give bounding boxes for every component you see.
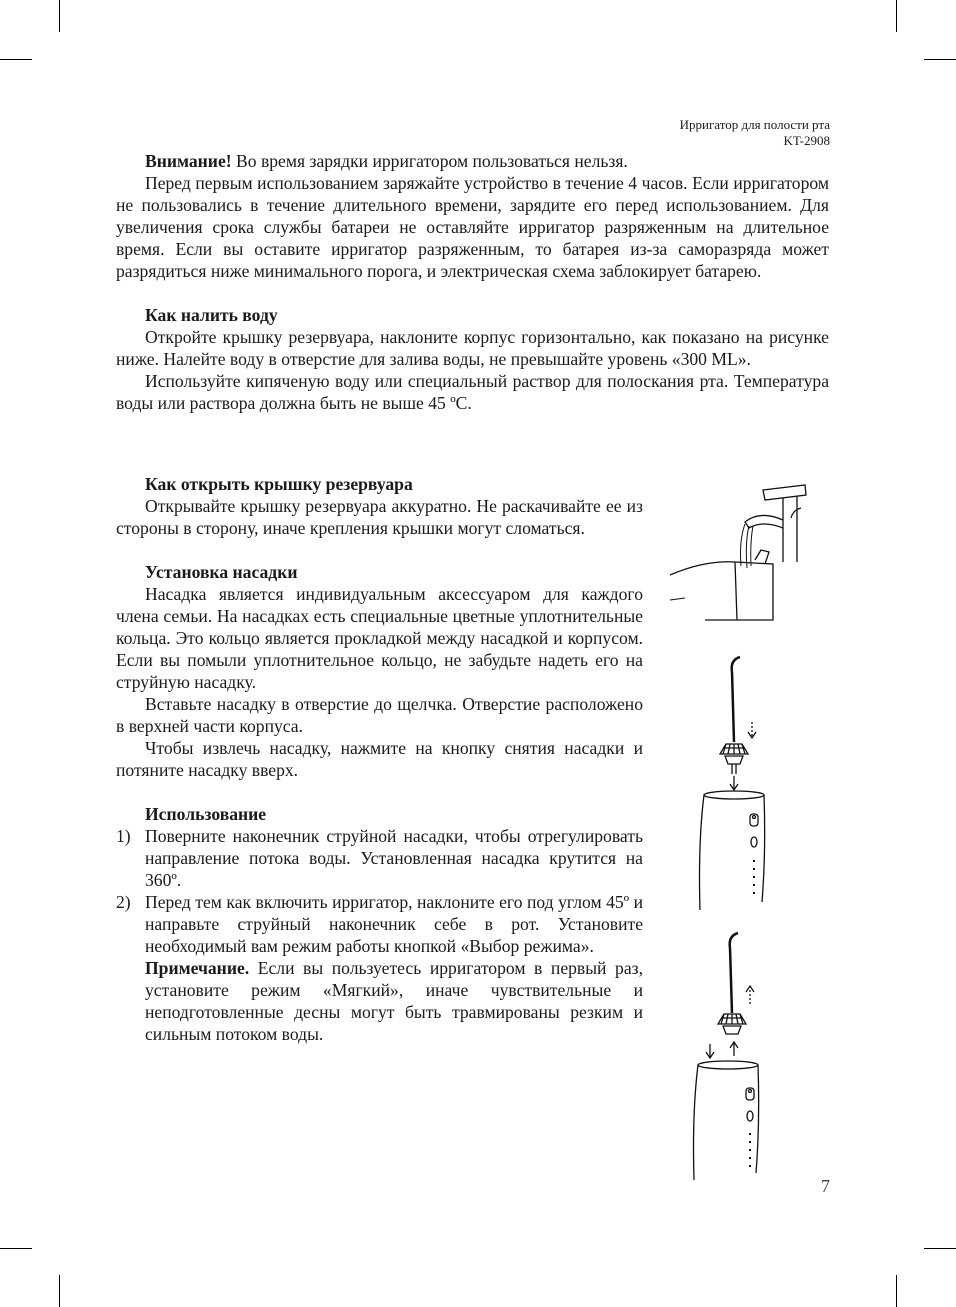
nozzle-remove-illustration xyxy=(688,928,778,1180)
header-model: KT-2908 xyxy=(783,133,830,148)
crop-mark xyxy=(59,1275,60,1307)
step-number: 2) xyxy=(116,892,131,912)
warning-paragraph: Перед первым использованием заряжайте устройство в течение 4 часов. Если ирригатором не пользовались в течение длительного времени, зарядите его перед использованием. Для увеличения срока службы батареи не оставляйте ирригатор разряженным на длительное время. Если вы оставите ирригатор разряженным, то батарея из-за саморазряда может разрядиться ниже минимального порога, и электрическая схема заблокирует батарею. xyxy=(116,173,829,281)
page-number: 7 xyxy=(821,1176,830,1196)
install-nozzle-p3: Чтобы извлечь насадку, нажмите на кнопку снятия насадки и потяните насадку вверх. xyxy=(116,738,643,780)
warning-label: Внимание! xyxy=(145,151,232,171)
install-nozzle-p1: Насадка является индивидуальным аксессуаром для каждого члена семьи. На насадках есть специальные цветные уплотнительные кольца. Это кольцо является прокладкой между насадкой и корпусом. Если вы помыли уплотнительное кольцо, не забудьте надеть его на струйную насадку. xyxy=(116,584,643,692)
install-nozzle-title: Установка насадки xyxy=(145,562,298,582)
note-text: Если вы пользуетесь ирригатором в первый раз, установите режим «Мягкий», иначе чувствительные и неподготовленные десны могут быть травмированы резким и сильным потоком воды. xyxy=(145,958,643,1044)
faucet-illustration xyxy=(665,480,815,625)
fill-water-p1: Откройте крышку резервуара, наклоните корпус горизонтально, как показано на рисунке ниже. Налейте воду в отверстие для залива воды, не превышайте уровень «300 ML». xyxy=(116,327,829,369)
step-text: Поверните наконечник струйной насадки, чтобы отрегулировать направление потока воды. Установленная насадка крутится на 360º. xyxy=(145,826,643,890)
warning-line xyxy=(116,150,829,172)
crop-mark xyxy=(59,0,60,32)
usage-steps xyxy=(116,825,643,1045)
step-text: Перед тем как включить ирригатор, наклоните его под углом 45º и направьте струйный наконечник себе в рот. Установите необходимый вам режим работы кнопкой «Выбор режима». xyxy=(145,892,643,956)
step-number: 1) xyxy=(116,826,131,846)
crop-mark xyxy=(0,1248,32,1249)
crop-mark xyxy=(896,1275,897,1307)
fill-water-p2: Используйте кипяченую воду или специальный раствор для полоскания рта. Температура воды или раствора должна быть не выше 45 ºC. xyxy=(116,371,829,413)
usage-title: Использование xyxy=(145,804,267,824)
nozzle-insert-illustration xyxy=(690,652,780,910)
list-item xyxy=(116,825,643,891)
note-label: Примечание. xyxy=(145,958,250,978)
usage-note xyxy=(145,957,643,1045)
fill-water-title: Как налить воду xyxy=(145,305,278,325)
list-item xyxy=(116,891,643,1045)
crop-mark xyxy=(924,1248,956,1249)
open-lid-p1: Открывайте крышку резервуара аккуратно. Не раскачивайте ее из стороны в сторону, иначе крепления крышки могут сломаться. xyxy=(116,496,643,538)
open-lid-title: Как открыть крышку резервуара xyxy=(145,474,413,494)
warning-text: Во время зарядки ирригатором пользоваться нельзя. xyxy=(231,151,628,171)
column-text-block xyxy=(116,473,643,1045)
install-nozzle-p2: Вставьте насадку в отверстие до щелчка. Отверстие расположено в верхней части корпуса. xyxy=(116,694,643,736)
crop-mark xyxy=(896,0,897,32)
header-product: Ирригатор для полости рта xyxy=(679,117,830,132)
main-text-block xyxy=(116,150,829,414)
crop-mark xyxy=(924,59,956,60)
crop-mark xyxy=(0,59,32,60)
page-header xyxy=(680,117,830,149)
